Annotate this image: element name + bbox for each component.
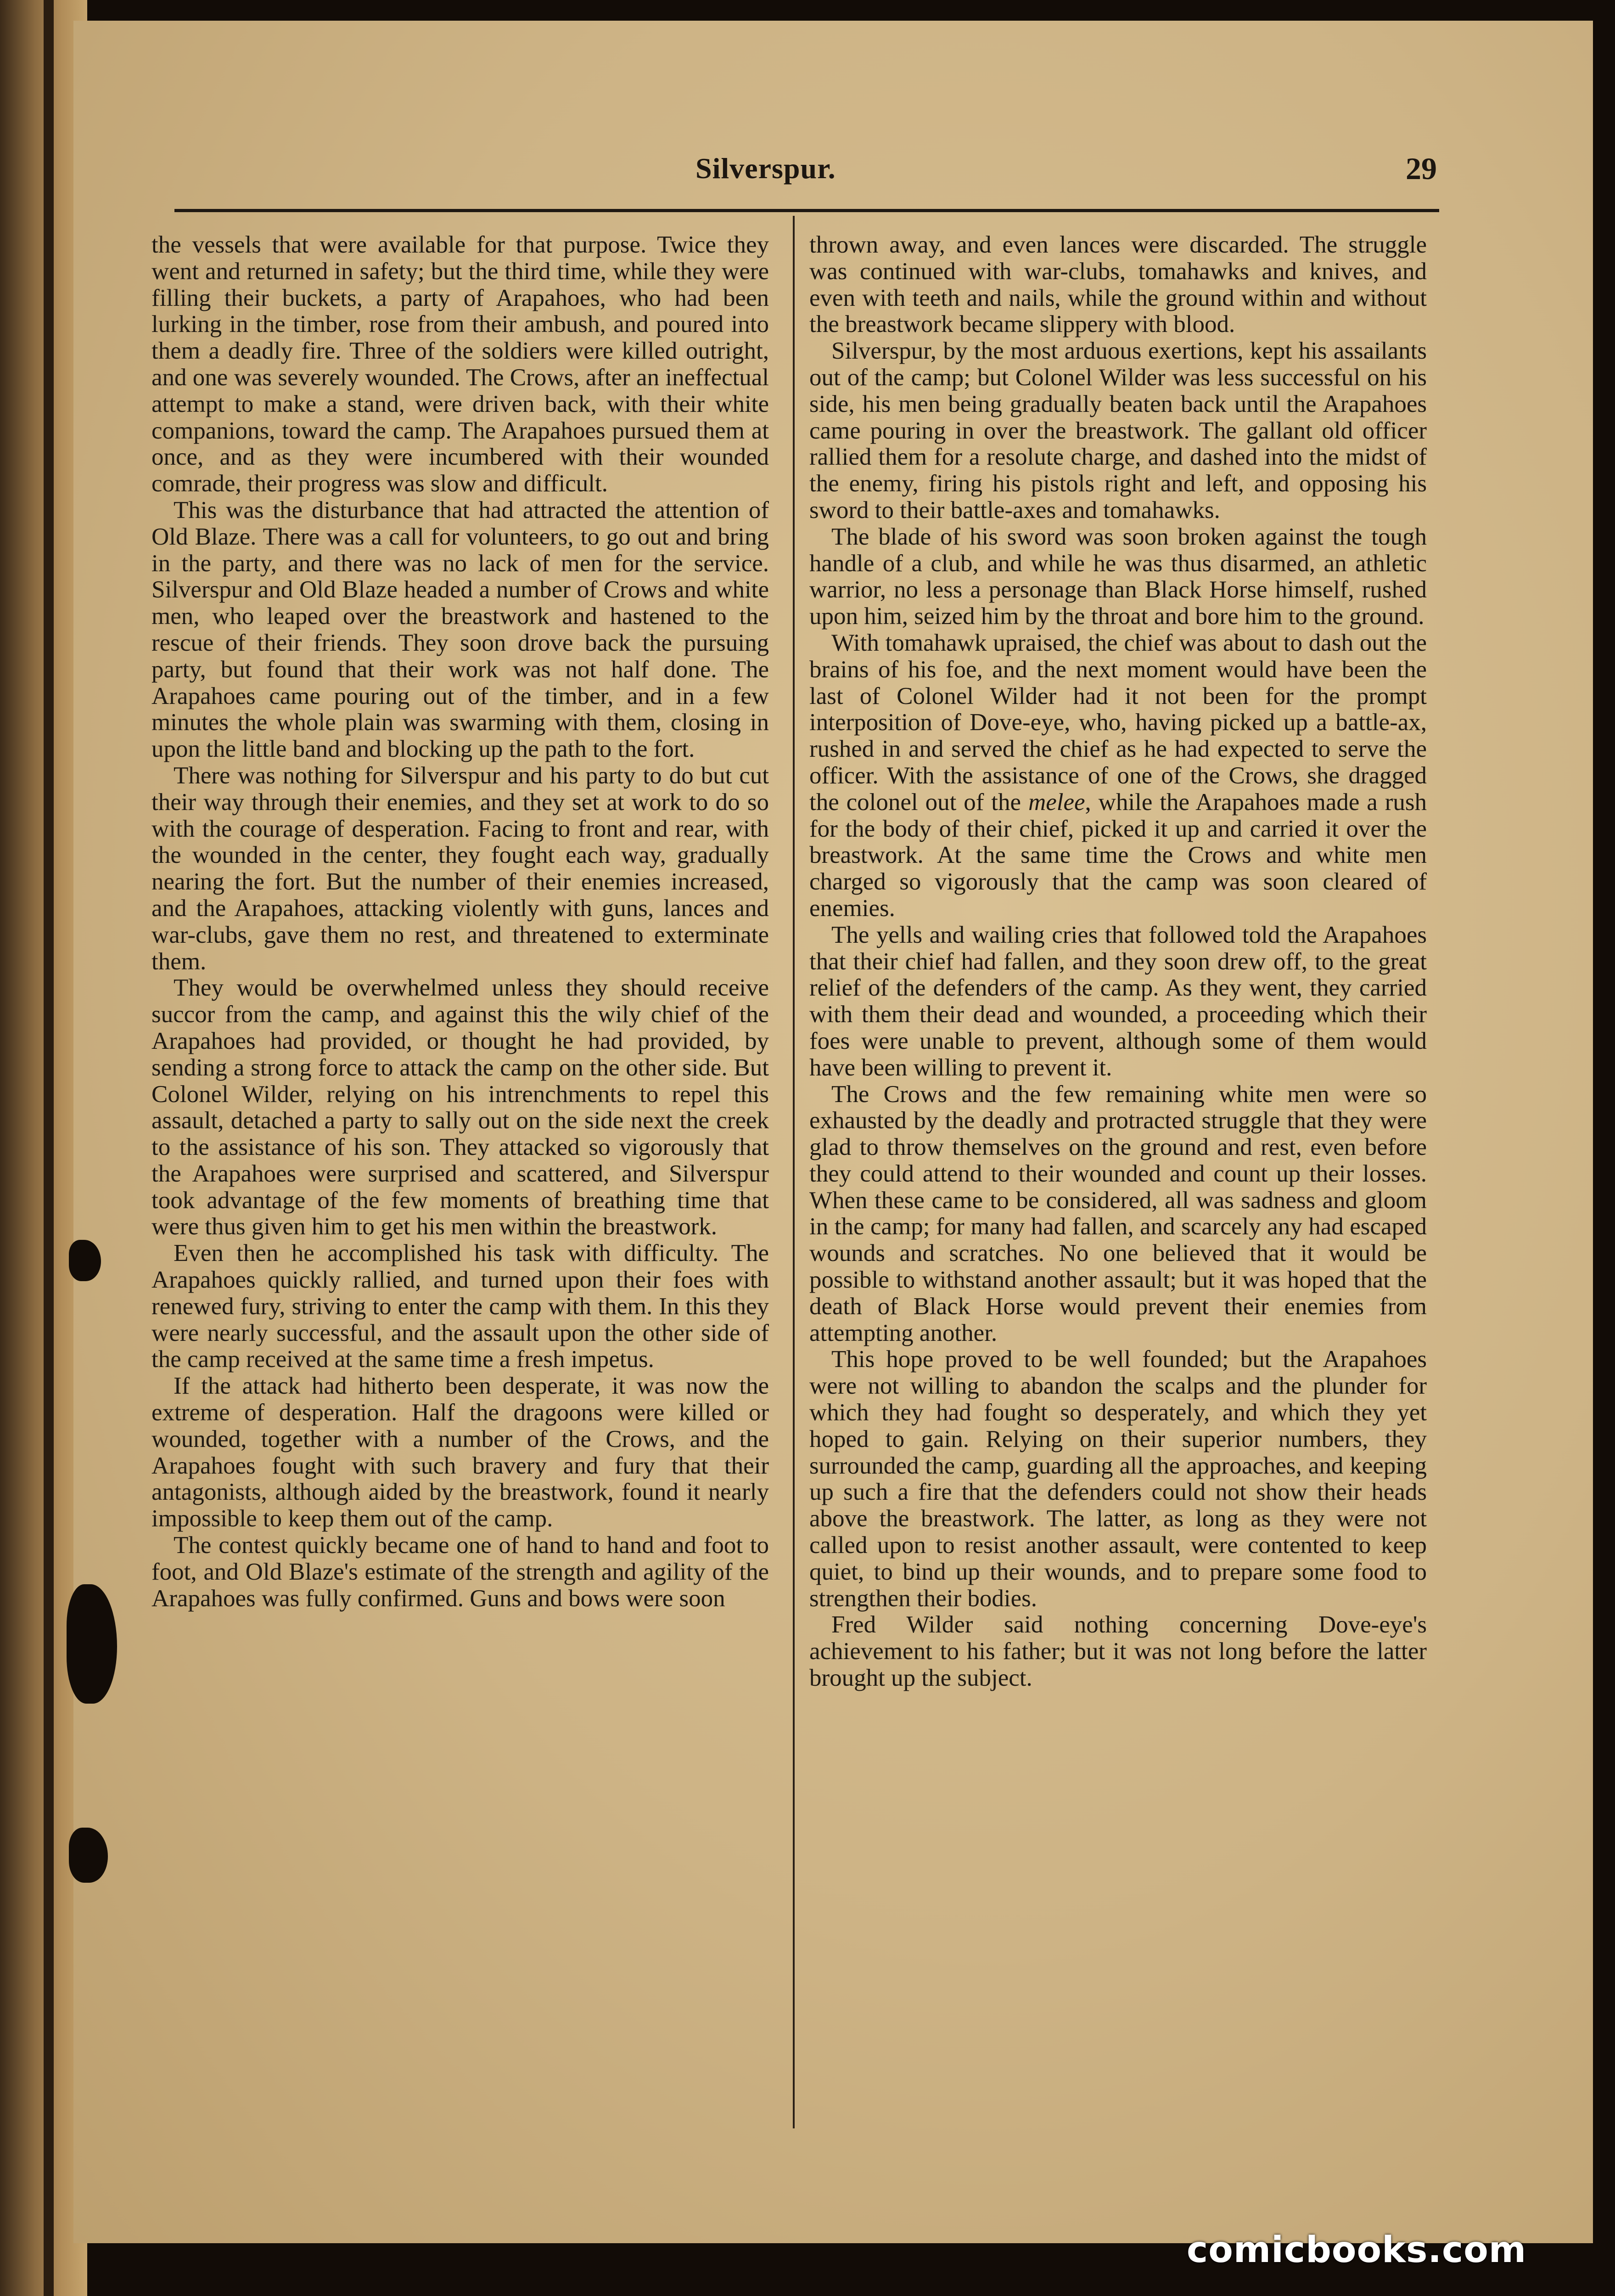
- paragraph: The yells and wailing cries that followed told the Arapahoes that their chief had fallen, and they soon drew off, to the great relief of the defenders of the camp. As they went, they carried with them their dead and wounded, a proceeding which their foes were unable to prevent, although some of them would have been willing to prevent it.: [809, 921, 1427, 1081]
- paragraph: The blade of his sword was soon broken against the tough handle of a club, and while he was thus disarmed, an athletic warrior, no less a personage than Black Horse himself, rushed upon him, seized him by the throat and bore him to the ground.: [809, 523, 1427, 630]
- header-rule: [174, 209, 1439, 212]
- paragraph: The contest quickly became one of hand to hand and foot to foot, and Old Blaze's estimate of the strength and agility of the Arapahoes was fully confirmed. Guns and bows were soon: [151, 1532, 769, 1612]
- paragraph: If the attack had hitherto been desperate, it was now the extreme of desperation. Half the dragoons were killed or wounded, together with a number of the Crows, and the Arapahoes fought with such bravery and fury that their antagonists, although aided by the breastwork, found it nearly impossible to keep them out of the camp.: [151, 1373, 769, 1532]
- paragraph: This was the disturbance that had attracted the attention of Old Blaze. There was a call for volunteers, to go out and bring in the party, and there was no lack of men for the service. Silverspur and Old Blaze headed a number of Crows and white men, who leaped over the breastwork and hastened to the rescue of their friends. They soon drove back the pursuing party, but found that their work was not half done. The Arapahoes came pouring out of the timber, and in a few minutes the whole plain was swarming with them, closing in upon the little band and blocking up the path to the fort.: [151, 496, 769, 763]
- binding-gutter: [44, 0, 54, 2296]
- page-header: [151, 147, 1437, 197]
- left-column: [151, 232, 769, 2115]
- italic-word: melee: [1028, 788, 1085, 816]
- site-watermark: comicbooks.com: [1187, 2229, 1527, 2271]
- column-divider: [793, 216, 795, 2128]
- running-head: Silverspur.: [695, 152, 836, 185]
- paragraph: Fred Wilder said nothing concerning Dove-eye's achievement to his father; but it was not long before the latter brought up the subject.: [809, 1611, 1427, 1692]
- paragraph: This hope proved to be well founded; but the Arapahoes were not willing to abandon the scalps and the plunder for which they had fought so desperately, and which they yet hoped to gain. Relying on their superior numbers, they surrounded the camp, guarding all the approaches, and keeping up such a fire that the defenders could not show their heads above the breastwork. The latter, as long as they were not called upon to resist another assault, were contented to keep quiet, to bind up their wounds, and to prepare some food to strengthen their bodies.: [809, 1346, 1427, 1612]
- page-number: 29: [1406, 151, 1437, 186]
- paragraph: thrown away, and even lances were discarded. The struggle was continued with war-clubs, tomahawks and knives, and even with teeth and nails, while the ground within and without the breastwork became slippery with blood.: [809, 232, 1427, 338]
- page-tear: [69, 1828, 108, 1883]
- paragraph: the vessels that were available for that purpose. Twice they went and returned in safety; but the third time, while they were filling their buckets, a party of Arapahoes, who had been lurking in the timber, rose from their ambush, and poured into them a deadly fire. Three of the soldiers were killed outright, and one was severely wounded. The Crows, after an ineffectual attempt to make a stand, were driven back, with their white companions, toward the camp. The Arapahoes pursued them at once, and as they were incumbered with their wounded comrade, their progress was slow and difficult.: [151, 232, 769, 497]
- paragraph: They would be overwhelmed unless they should receive succor from the camp, and against this the wily chief of the Arapahoes had provided, or thought he had provided, by sending a strong force to attack the camp on the other side. But Colonel Wilder, relying on his intrenchments to repel this assault, detached a party to sally out on the side next the creek to the assistance of his son. They attacked so vigorously that the Arapahoes were surprised and scattered, and Silverspur took advantage of the few moments of breathing time that were thus given him to get his men within the breastwork.: [151, 974, 769, 1240]
- page-tear: [69, 1240, 101, 1281]
- paragraph: There was nothing for Silverspur and his party to do but cut their way through their enemies, and they set at work to do so with the courage of desperation. Facing to front and rear, with the wounded in the center, they fought each way, gradually nearing the fort. But the number of their enemies increased, and the Arapahoes, attacking violently with guns, lances and war-clubs, gave them no rest, and threatened to exterminate them.: [151, 762, 769, 975]
- paragraph-text: , while the Arapahoes made a rush for the body of their chief, picked it up and carried it over the breastwork. At the same time the Crows and white men charged so vigorously that the camp was soon cleared of enemies.: [809, 788, 1427, 922]
- paragraph: Silverspur, by the most arduous exertions, kept his assailants out of the camp; but Colonel Wilder was less successful on his side, his men being gradually beaten back until the Arapahoes came pouring in over the breastwork. The gallant old officer rallied them for a resolute charge, and dashed into the midst of the enemy, firing his pistols right and left, and opposing his sword to their battle-axes and tomahawks.: [809, 338, 1427, 523]
- paragraph: Even then he accomplished his task with difficulty. The Arapahoes quickly rallied, and turned upon their foes with renewed fury, striving to enter the camp with them. In this they were nearly successful, and the assault upon the other side of the camp received at the same time a fresh impetus.: [151, 1240, 769, 1373]
- paragraph: [809, 630, 1427, 922]
- paragraph: The Crows and the few remaining white men were so exhausted by the deadly and protracted struggle that they were glad to throw themselves on the ground and rest, even before they could attend to their wounded and count up their losses. When these came to be considered, all was sadness and gloom in the camp; for many had fallen, and scarcely any had escaped wounds and scratches. No one believed that it would be possible to withstand another assault; but it was hoped that the death of Black Horse would prevent their enemies from attempting another.: [809, 1080, 1427, 1346]
- right-column: [809, 232, 1427, 2115]
- paragraph-text: With tomahawk upraised, the chief was about to dash out the brains of his foe, and the next moment would have been the last of Colonel Wilder had it not been for the prompt interposition of Dove-eye, who, having picked up a battle-ax, rushed in and served the chief as he had expected to serve the officer. With the assistance of one of the Crows, she dragged the colonel out of the: [809, 629, 1427, 816]
